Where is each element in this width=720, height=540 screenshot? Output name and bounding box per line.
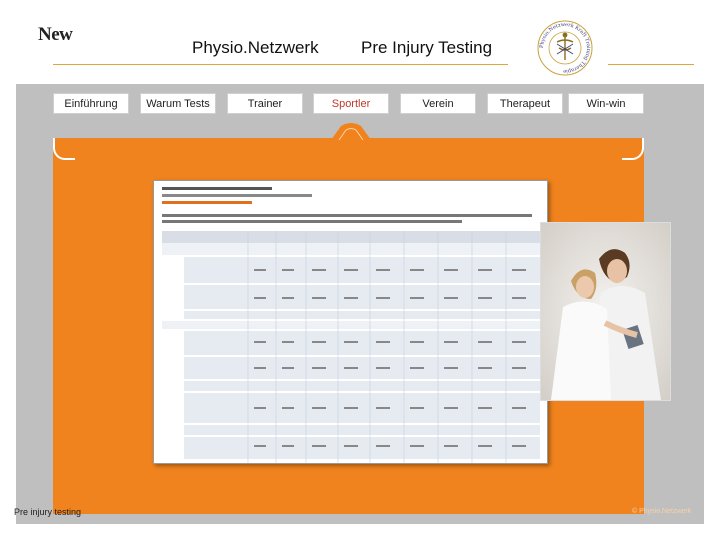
tab-warum-tests[interactable]: Warum Tests — [140, 93, 216, 114]
active-tab-pointer — [331, 122, 371, 140]
footer-label: Pre injury testing — [14, 507, 82, 517]
tab-trainer[interactable]: Trainer — [227, 93, 303, 114]
seal-text: Physio.Netzwerk Kraft Training Therapie — [538, 21, 592, 75]
header-rule-left — [53, 64, 508, 65]
section-title: Pre Injury Testing — [361, 38, 493, 57]
site-title: Physio.Netzwerk — [192, 38, 319, 57]
new-badge: New — [38, 24, 73, 45]
test-results-table-thumbnail — [154, 181, 547, 463]
tab-einfuehrung[interactable]: Einführung — [53, 93, 129, 114]
test-results-document-image — [153, 180, 548, 464]
tab-verein[interactable]: Verein — [400, 93, 476, 114]
tab-therapeut[interactable]: Therapeut — [487, 93, 563, 114]
panel-corner-top-left — [53, 138, 75, 160]
header-rule-right — [608, 64, 694, 65]
footer-copyright: © Physio.Netzwerk — [632, 508, 692, 515]
tab-sportler[interactable]: Sportler — [313, 93, 389, 114]
tab-win-win[interactable]: Win-win — [568, 93, 644, 114]
athlete-therapist-photo — [540, 222, 671, 401]
physio-netzwerk-seal-logo — [535, 18, 595, 78]
